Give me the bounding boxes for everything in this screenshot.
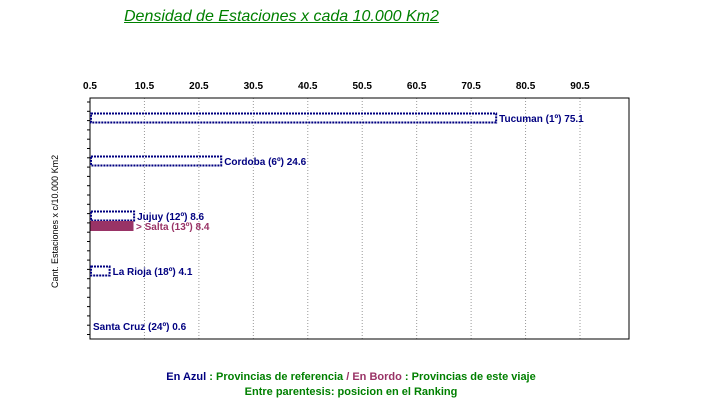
x-tick-label: 90.5 <box>570 81 590 92</box>
bar-labels <box>93 114 584 333</box>
x-tick-label: 10.5 <box>134 81 155 92</box>
bar <box>91 267 110 276</box>
legend-blue-desc: : Provincias de referencia <box>206 371 347 383</box>
bar-label: Santa Cruz (24º) 0.6 <box>93 322 187 333</box>
x-tick-label: 40.5 <box>298 81 318 92</box>
legend-bordo-desc: : Provincias de este viaje <box>401 371 536 383</box>
bars <box>91 114 496 276</box>
bar <box>91 222 133 231</box>
legend-line-2: Entre parentesis: posicion en el Ranking <box>244 386 458 398</box>
grid-lines <box>144 98 580 339</box>
x-tick-label: 50.5 <box>352 81 372 92</box>
x-tick-label: 30.5 <box>243 81 264 92</box>
x-tick-label: 60.5 <box>406 81 427 92</box>
bar <box>91 114 496 123</box>
bar <box>91 212 134 221</box>
x-tick-label: 80.5 <box>515 81 536 92</box>
bar-label: Cordoba (6º) 24.6 <box>224 157 307 168</box>
x-tick-label: 70.5 <box>461 81 481 92</box>
legend-bordo-label: / En Bordo <box>346 371 402 383</box>
bar-label: Jujuy (12º) 8.6 <box>137 212 205 223</box>
bar <box>91 157 221 166</box>
legend-blue-label: En Azul <box>166 371 207 383</box>
bar-label: La Rioja (18º) 4.1 <box>112 267 193 278</box>
x-tick-label: 20.5 <box>189 81 209 92</box>
x-axis-tick-labels <box>83 81 590 92</box>
y-axis-label: Cant. Estaciones x c/10.000 Km2 <box>50 154 60 288</box>
chart-title: Densidad de Estaciones x cada 10.000 Km2 <box>124 8 439 25</box>
bar-label: > Salta (13º) 8.4 <box>136 222 210 233</box>
legend-footer <box>0 370 702 400</box>
legend-line-1 <box>0 370 702 385</box>
x-tick-label: 0.5 <box>83 81 97 92</box>
bar-label: Tucuman (1º) 75.1 <box>499 114 584 125</box>
